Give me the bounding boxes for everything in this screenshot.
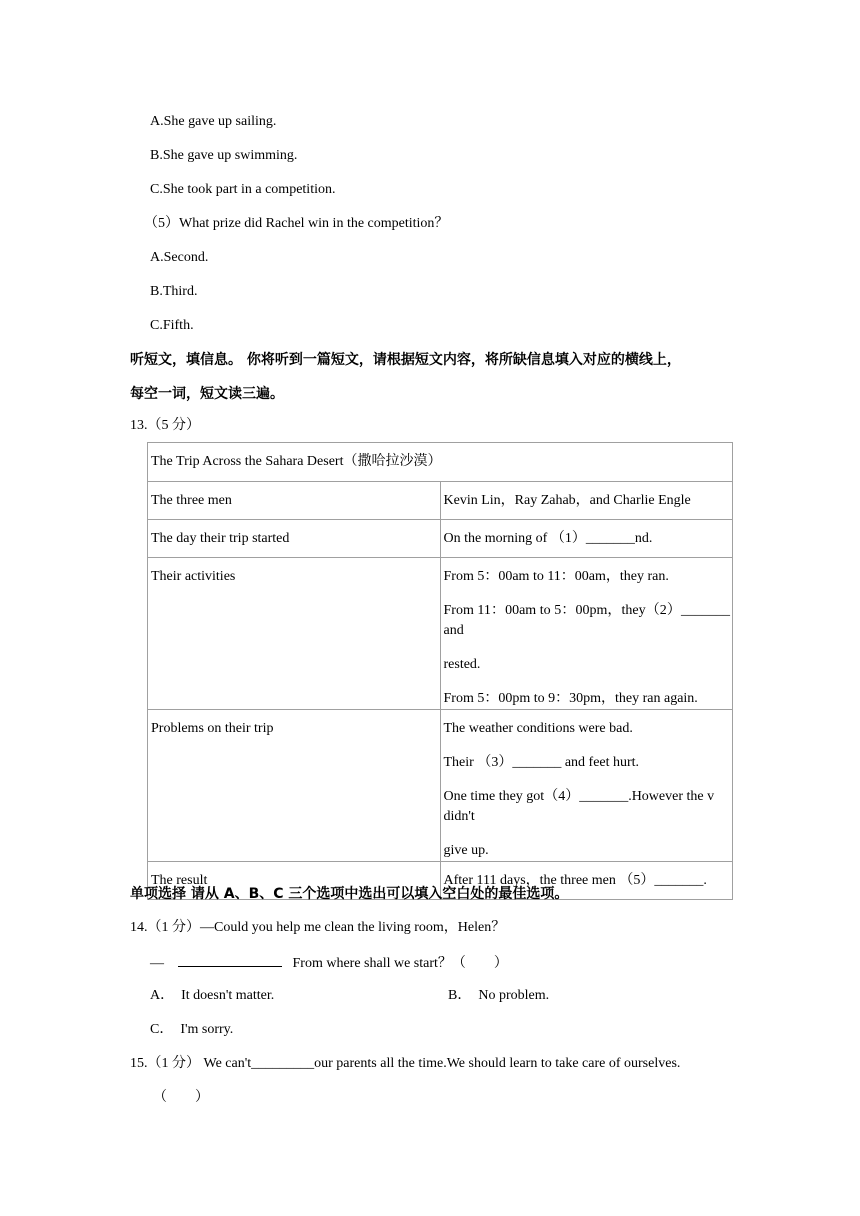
table-value: On the morning of （1）_______nd. (440, 520, 733, 558)
q12-option-b: B.She gave up swimming. (150, 148, 298, 163)
table-key: Problems on their trip (148, 710, 441, 862)
q12-option-c: C.She took part in a competition. (150, 182, 336, 197)
table-value: Kevin Lin，Ray Zahab，and Charlie Engle (440, 482, 733, 520)
table-row (148, 558, 733, 710)
q14-option-b: B． No problem. (448, 988, 550, 1003)
info-table (147, 442, 733, 900)
q12-sub5-option-a: A.Second. (150, 250, 209, 265)
table-key: The three men (148, 482, 441, 520)
q12-sub5-option-b: B.Third. (150, 284, 198, 299)
q12-option-a: A.She gave up sailing. (150, 114, 277, 129)
q14-stem: 14.（1 分）—Could you help me clean the living room，Helen？ (130, 920, 506, 935)
table-row (148, 520, 733, 558)
q15-stem: 15.（1 分） We can't_________our parents all the time.We should learn to take care of ourselves. (130, 1056, 681, 1071)
table-key: The result (148, 862, 441, 900)
q12-sub5-question: （5）What prize did Rachel win in the competition？ (144, 216, 449, 231)
table-title: The Trip Across the Sahara Desert（撒哈拉沙漠） (148, 443, 733, 482)
table-row (148, 710, 733, 862)
listening-instruction-line2: 每空一词，短文读三遍。 (130, 386, 284, 402)
answer-blank[interactable] (178, 952, 282, 967)
q14-option-a: A． It doesn't matter. (150, 988, 275, 1003)
table-value: After 111 days，the three men （5）_______. (440, 862, 733, 900)
table-value: The weather conditions were bad. Their （3）_______ and feet hurt. One time they got（4）_______.However the v didn't give up. (440, 710, 733, 862)
table-key: Their activities (148, 558, 441, 710)
table-row (148, 482, 733, 520)
q14-reply: — From where shall we start？（ ） (150, 952, 508, 974)
choice-instruction: 单项选择 请从 A、B、C 三个选项中选出可以填入空白处的最佳选项。 (130, 886, 569, 902)
q13-label: 13.（5 分） (130, 418, 200, 433)
q15-paren: （ ） (153, 1090, 209, 1105)
table-value: From 5：00am to 11：00am，they ran. From 11：00am to 5：00pm，they（2）_______ and rested. From 5：00pm to 9：30pm，they ran again. (440, 558, 733, 710)
q12-sub5-option-c: C.Fifth. (150, 318, 194, 333)
listening-instruction-line1: 听短文，填信息。 你将听到一篇短文，请根据短文内容，将所缺信息填入对应的横线上， (130, 352, 681, 368)
q14-option-c: C． I'm sorry. (150, 1022, 234, 1037)
table-row (148, 443, 733, 482)
table-key: The day their trip started (148, 520, 441, 558)
